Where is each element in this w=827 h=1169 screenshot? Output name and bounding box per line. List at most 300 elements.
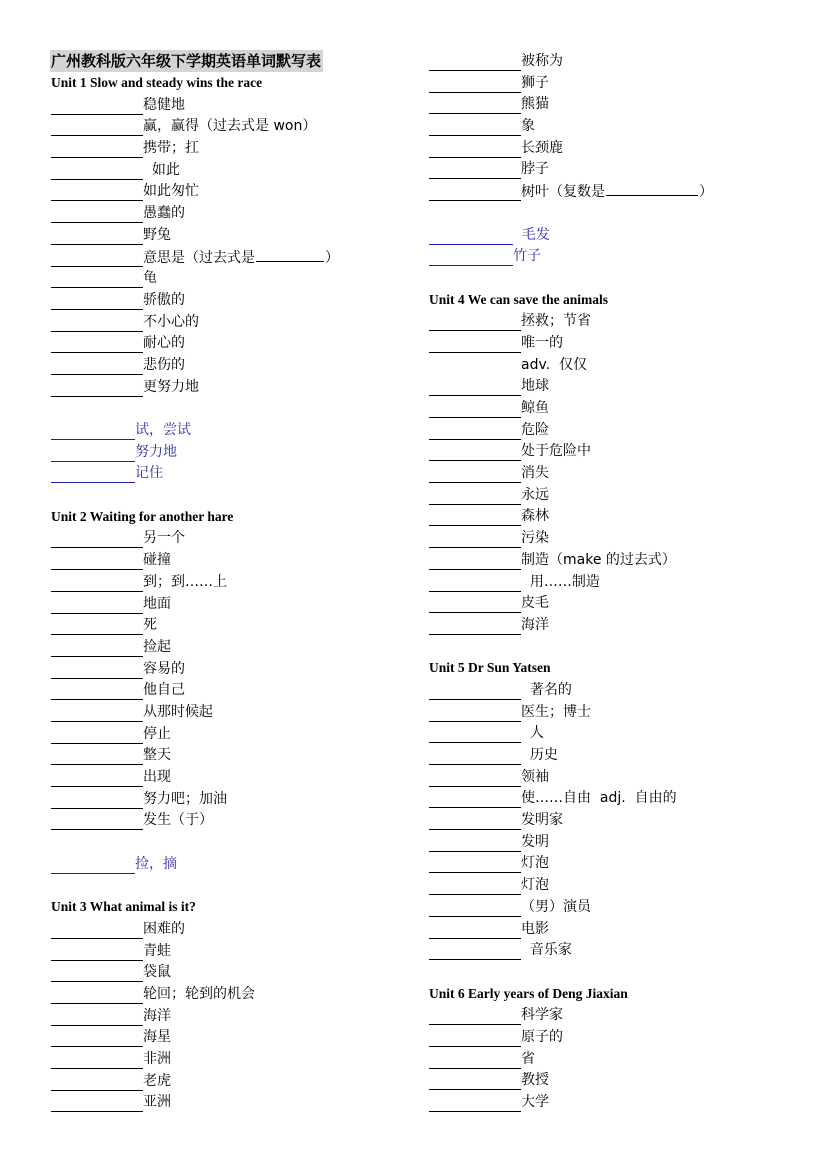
answer-blank[interactable] [51,919,143,939]
word-meaning [521,744,558,766]
meaning-suffix: ） [325,249,339,266]
answer-blank[interactable] [51,203,143,223]
answer-blank[interactable] [429,593,521,613]
vocab-row [51,701,411,723]
meaning-text: 轮回；轮到的机会 [143,985,255,1002]
word-meaning [135,441,177,463]
answer-blank[interactable] [51,268,143,288]
word-meaning [143,332,185,354]
answer-blank[interactable] [429,853,521,873]
word-meaning [521,571,600,593]
meaning-text: 赢，赢得（过去式是 won） [143,118,317,135]
word-meaning [521,332,563,354]
word-meaning [521,939,572,961]
vocab-row [429,397,809,419]
word-meaning [135,419,191,441]
meaning-text: 发生（于） [143,812,213,829]
meaning-text: 困难的 [143,920,185,937]
word-meaning [521,180,713,203]
answer-blank[interactable] [51,138,143,158]
word-meaning [143,593,171,615]
vocab-row [429,462,809,484]
right-word-list [429,50,809,1113]
word-meaning [143,527,185,549]
vocab-row [51,809,411,831]
answer-blank[interactable] [429,528,521,548]
answer-blank[interactable] [429,311,521,331]
vocab-row [51,983,411,1005]
meaning-text: 捡，摘 [135,855,177,872]
vocab-row [51,549,411,571]
vocab-row [429,571,809,593]
vocab-row [429,766,809,788]
vocab-row [429,939,809,961]
word-meaning [143,679,185,701]
meaning-text: 老虎 [143,1072,171,1089]
answer-blank[interactable] [429,506,521,526]
answer-blank[interactable] [429,897,521,917]
meaning-text: 电影 [521,920,549,937]
answer-blank[interactable] [51,463,135,483]
word-meaning [521,809,563,831]
meaning-text: 灯泡 [521,855,549,872]
word-meaning [143,549,171,571]
vocab-row [51,571,411,593]
spacer [51,831,411,853]
word-meaning [143,159,180,181]
spacer [429,636,809,658]
word-meaning [521,701,591,723]
word-meaning [143,1070,171,1092]
vocab-row [429,332,809,354]
answer-blank[interactable] [429,875,521,895]
answer-blank[interactable] [51,789,143,809]
vocab-row [51,636,411,658]
meaning-text: 大学 [521,1094,549,1110]
meaning-text: 耐心的 [143,335,185,352]
word-meaning [521,722,544,744]
meaning-text: 长颈鹿 [521,139,563,156]
answer-blank[interactable] [429,138,521,158]
vocab-row [51,744,411,766]
meaning-text: 如此 [143,161,180,178]
vocab-row [429,375,809,397]
answer-blank[interactable] [51,181,143,201]
answer-blank[interactable] [51,810,143,830]
spacer [429,202,809,224]
word-meaning [143,723,171,745]
answer-blank[interactable] [429,1070,521,1090]
word-meaning [513,224,550,246]
vocab-row [429,115,809,137]
answer-blank[interactable] [51,1006,143,1026]
meaning-text: 另一个 [143,530,185,547]
meaning-text: 发明 [521,833,549,850]
meaning-text: 教授 [521,1072,549,1089]
answer-blank[interactable] [51,724,143,744]
meaning-text: 医生；博士 [521,703,591,720]
vocab-row [51,224,411,246]
spacer [51,484,411,506]
meaning-text: 音乐家 [521,942,572,959]
vocab-row [51,419,411,441]
meaning-text: 森林 [521,508,549,525]
answer-blank[interactable] [429,745,521,765]
word-meaning [521,115,535,137]
meaning-text: 使……自由 adj. 自由的 [521,790,677,807]
vocab-row [429,852,809,874]
vocab-row [51,462,411,484]
vocab-row [51,441,411,463]
vocab-row [429,72,809,94]
vocab-row [429,1004,809,1026]
answer-blank[interactable] [429,159,521,179]
meaning-text: 整天 [143,747,171,764]
meaning-text: 如此匆忙 [143,183,199,200]
meaning-text: 竹子 [513,248,541,265]
answer-blank[interactable] [51,377,143,397]
answer-blank[interactable] [429,615,521,635]
vocab-row [429,722,809,744]
unit-heading: Unit 2 Waiting for another hare [51,508,234,524]
answer-blank[interactable] [51,594,143,614]
answer-blank[interactable] [429,723,521,743]
word-meaning [521,831,549,853]
vocab-row [51,267,411,289]
spacer [51,397,411,419]
answer-blank[interactable] [429,51,521,71]
answer-blank[interactable] [51,116,143,136]
vocab-row [51,788,411,810]
word-meaning [143,1091,171,1113]
meaning-suffix: ） [699,184,713,201]
word-meaning [521,918,549,940]
meaning-text: 到；到……上 [143,573,227,590]
left-word-list [51,72,411,1113]
answer-blank[interactable] [51,680,143,700]
meaning-text: 被称为 [521,53,563,69]
vocab-row [429,809,809,831]
vocab-row [51,961,411,983]
answer-blank[interactable] [429,1005,521,1025]
word-meaning [521,896,591,918]
meaning-text: 海洋 [521,616,549,633]
vocab-row [429,744,809,766]
meaning-text: 非洲 [143,1050,171,1067]
answer-blank[interactable] [51,1027,143,1047]
meaning-text: 省 [521,1050,535,1067]
vocab-row [429,1091,809,1113]
meaning-text: 愚蠢的 [143,205,185,222]
vocab-row [429,158,809,180]
meaning-text: 龟 [143,270,157,287]
answer-blank[interactable] [429,767,521,787]
word-meaning [521,462,549,484]
vocab-row [429,180,809,202]
vocab-row [429,527,809,549]
meaning-text: 海星 [143,1029,171,1046]
answer-blank[interactable] [51,702,143,722]
word-meaning [143,961,171,983]
word-meaning [143,224,171,246]
meaning-text: 地球 [521,378,549,395]
spacer [429,267,809,289]
answer-blank[interactable] [429,116,521,136]
meaning-text: 处于危险中 [521,443,591,460]
answer-blank[interactable] [51,1092,143,1112]
vocab-row [429,701,809,723]
answer-blank[interactable] [51,528,143,548]
word-meaning [143,311,199,333]
unit-heading: Unit 1 Slow and steady wins the race [51,75,263,90]
word-meaning [143,788,227,810]
answer-blank[interactable] [51,290,143,310]
answer-blank[interactable] [51,984,143,1004]
word-meaning [143,614,157,636]
answer-blank[interactable] [51,333,143,353]
answer-blank[interactable] [429,420,521,440]
unit-heading: Unit 4 We can save the animals [429,291,609,307]
vocab-row [51,332,411,354]
meaning-text: adv. 仅仅 [521,356,588,373]
answer-blank[interactable] [429,919,521,939]
vocab-row [51,115,411,137]
vocab-row [429,440,809,462]
answer-blank[interactable] [51,550,143,570]
vocab-row [51,1026,411,1048]
word-meaning [143,267,157,289]
vocab-row [429,787,809,809]
unit-heading: Unit 5 Dr Sun Yatsen [429,660,551,676]
vocab-row [429,137,809,159]
answer-blank[interactable] [429,333,521,353]
word-meaning [521,1004,563,1026]
meaning-text: 容易的 [143,660,185,677]
answer-blank[interactable] [429,940,521,960]
word-meaning [143,918,185,940]
answer-blank[interactable] [51,442,135,462]
meaning-text: 试，尝试 [135,422,191,438]
vocab-row [51,853,411,875]
answer-blank[interactable] [51,767,143,787]
answer-blank[interactable] [429,832,521,852]
meaning-text: 唯一的 [521,334,563,351]
meaning-text: 碰撞 [143,552,171,569]
vocab-row [429,484,809,506]
word-meaning [143,137,199,159]
meaning-text: 灯泡 [521,877,549,894]
word-meaning [521,505,549,527]
answer-blank[interactable] [429,398,521,418]
vocab-row [429,614,809,636]
vocab-row [51,289,411,311]
vocab-row [51,940,411,962]
vocab-row [429,831,809,853]
word-meaning [143,246,339,269]
vocab-row [51,354,411,376]
answer-blank[interactable] [429,702,521,722]
word-meaning [521,874,549,896]
answer-blank[interactable] [429,810,521,830]
meaning-text: 携带；扛 [143,140,199,157]
word-meaning [521,158,549,180]
vocab-row [51,246,411,268]
answer-blank[interactable] [429,1092,521,1112]
meaning-text: 更努力地 [143,378,199,395]
word-meaning [521,484,549,506]
answer-blank[interactable] [429,680,521,700]
answer-blank[interactable] [429,572,521,592]
answer-blank[interactable] [429,73,521,93]
answer-blank[interactable] [51,160,143,180]
vocab-row [51,1091,411,1113]
vocab-row [51,679,411,701]
meaning-text: 著名的 [521,681,572,698]
word-meaning [521,93,549,115]
unit-heading: Unit 3 What animal is it? [51,899,196,915]
inline-answer-blank[interactable] [256,246,324,262]
answer-blank[interactable] [429,1049,521,1069]
word-meaning [143,571,227,593]
vocab-row [429,310,809,332]
word-meaning [521,137,563,159]
vocab-row [429,93,809,115]
meaning-text: 树叶（复数是 [521,184,605,201]
meaning-text: 熊猫 [521,96,549,113]
unit-heading: Unit 6 Early years of Deng Jiaxian [429,985,628,1001]
answer-blank[interactable] [429,246,513,266]
meaning-text: 人 [521,725,544,742]
meaning-text: 野兔 [143,226,171,243]
meaning-text: 永远 [521,486,549,503]
answer-blank[interactable] [51,941,143,961]
answer-blank[interactable] [51,1049,143,1069]
answer-blank[interactable] [429,788,521,808]
meaning-text: 死 [143,617,157,634]
word-meaning [521,852,549,874]
meaning-text: 意思是（过去式是 [143,249,255,266]
left-column [51,50,411,1113]
answer-blank[interactable] [51,312,143,332]
word-meaning [143,202,185,224]
vocab-row [429,679,809,701]
answer-blank[interactable] [51,854,135,874]
word-meaning [521,397,549,419]
vocab-row [51,593,411,615]
meaning-text: 科学家 [521,1007,563,1024]
answer-blank[interactable] [429,485,521,505]
answer-blank[interactable] [51,95,143,115]
answer-blank[interactable] [429,463,521,483]
answer-blank[interactable] [429,441,521,461]
meaning-text: 亚洲 [143,1094,171,1111]
word-meaning [521,1048,535,1070]
word-meaning [143,94,185,116]
answer-blank[interactable] [51,1071,143,1091]
vocab-row [429,354,809,376]
word-meaning [135,853,177,875]
vocab-row [51,311,411,333]
meaning-text: 记住 [135,465,163,482]
answer-blank[interactable] [51,659,143,679]
word-meaning [135,462,163,484]
word-meaning [143,983,255,1005]
answer-blank[interactable] [51,637,143,657]
answer-blank[interactable] [429,376,521,396]
vocab-row [429,896,809,918]
meaning-text: 努力地 [135,443,177,460]
answer-blank[interactable] [51,355,143,375]
vocab-row [51,376,411,398]
meaning-text: 污染 [521,530,549,547]
meaning-text: 领袖 [521,768,549,785]
meaning-text: 稳健地 [143,96,185,113]
answer-blank[interactable] [429,225,513,245]
meaning-text: 停止 [143,725,171,742]
answer-blank[interactable] [51,745,143,765]
word-meaning [143,744,171,766]
vocab-row [429,419,809,441]
word-meaning [143,809,213,831]
meaning-text: 皮毛 [521,595,549,612]
inline-answer-blank[interactable] [606,180,698,196]
word-meaning [143,1048,171,1070]
meaning-text: 消失 [521,465,549,482]
vocab-row [51,527,411,549]
meaning-text: 骄傲的 [143,291,185,308]
answer-blank[interactable] [51,420,135,440]
vocab-row [429,1026,809,1048]
vocab-row [51,94,411,116]
word-meaning [143,289,185,311]
meaning-text: 拯救；节省 [521,313,591,330]
meaning-text: 不小心的 [143,313,199,330]
vocab-row [51,918,411,940]
word-meaning [521,72,549,94]
answer-blank[interactable] [429,1027,521,1047]
word-meaning [521,310,591,332]
word-meaning [521,527,549,549]
answer-blank[interactable] [429,181,521,201]
page-title: 广州教科版六年级下学期英语单词默写表 [51,52,322,70]
meaning-text: 毛发 [513,226,550,243]
word-meaning [521,592,549,614]
answer-blank[interactable] [51,962,143,982]
vocab-row [51,1005,411,1027]
right-column [429,50,809,1113]
word-meaning [521,679,572,701]
word-meaning [521,50,563,72]
answer-blank[interactable] [51,247,143,267]
word-meaning [143,115,316,137]
vocab-row [429,1048,809,1070]
word-meaning [143,180,199,202]
word-meaning [143,1005,171,1027]
answer-blank[interactable] [51,615,143,635]
vocab-row [429,918,809,940]
answer-blank[interactable] [51,572,143,592]
vocab-row [429,505,809,527]
answer-blank[interactable] [429,550,521,570]
vocab-row [51,137,411,159]
answer-blank[interactable] [429,94,521,114]
meaning-text: 从那时候起 [143,703,213,720]
meaning-text: 袋鼠 [143,964,171,981]
word-meaning [521,1069,549,1091]
answer-blank[interactable] [51,225,143,245]
meaning-text: 象 [521,118,535,135]
vocab-row [429,874,809,896]
